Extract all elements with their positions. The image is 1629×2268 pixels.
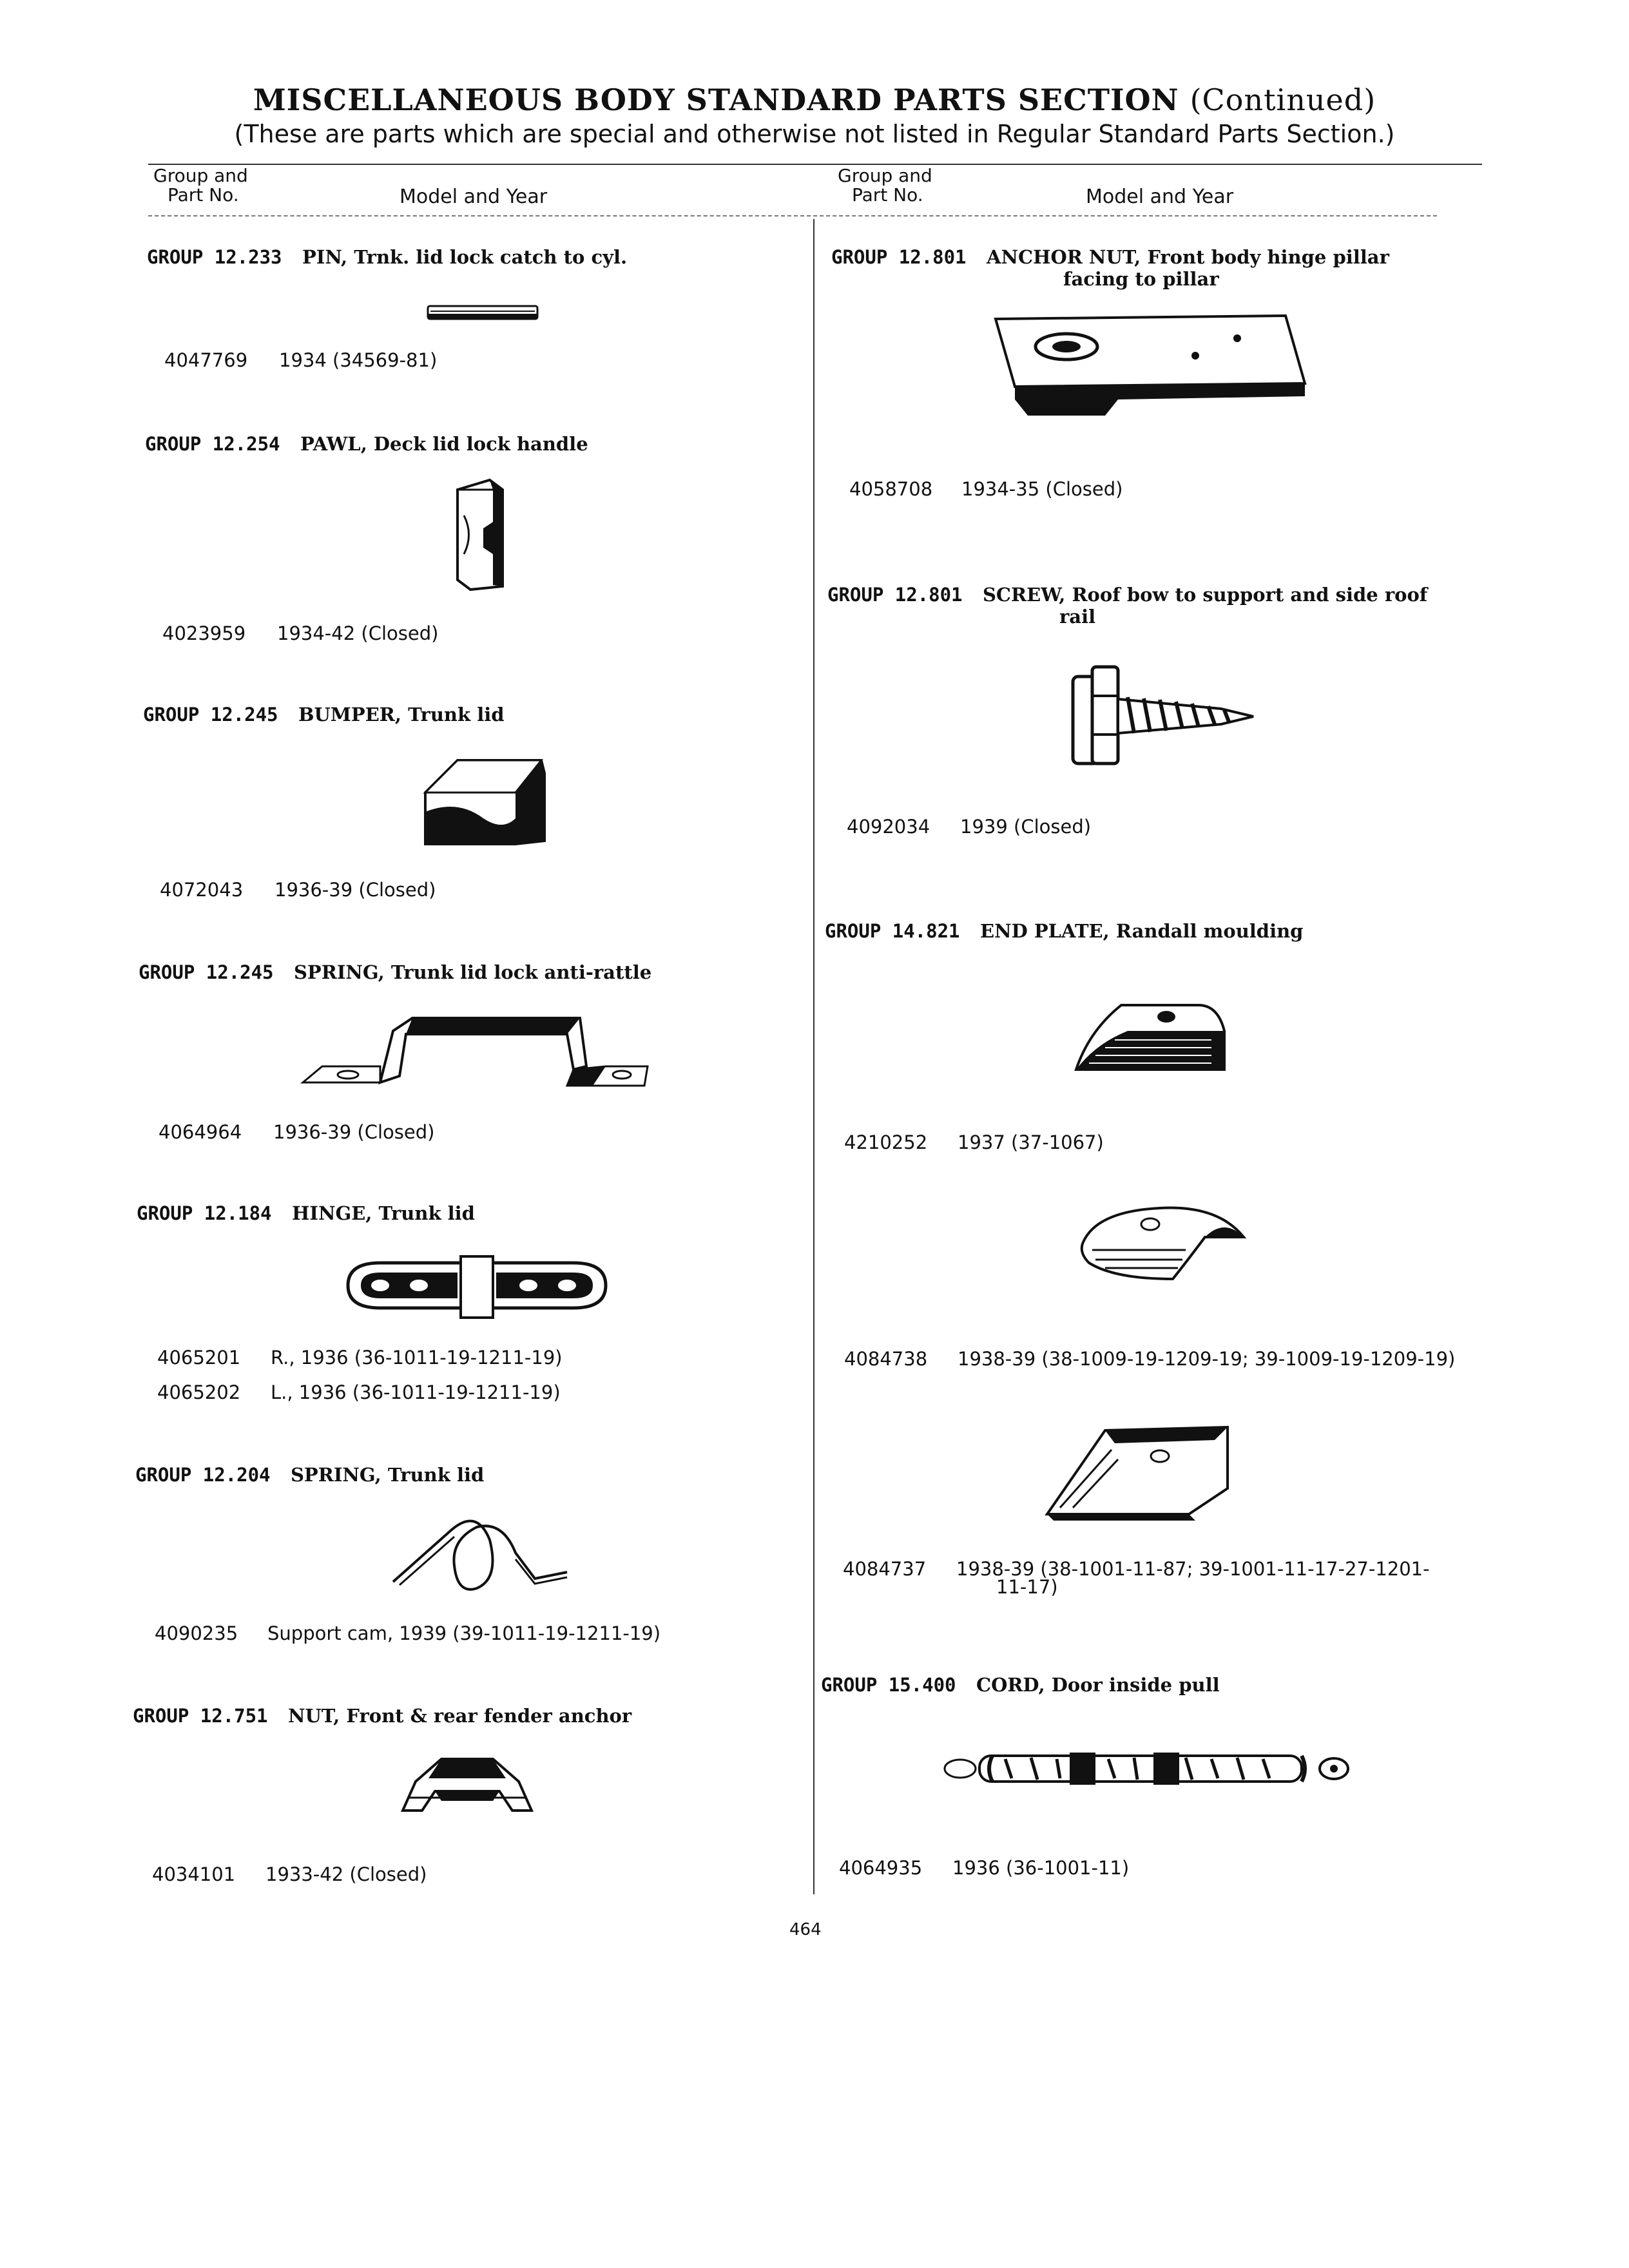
model-year: 1934-35 (Closed) (961, 478, 1123, 500)
section-heading: GROUP 12.245 SPRING, Trunk lid lock anti-rattle (139, 961, 652, 983)
model-year: 1933-42 (Closed) (265, 1863, 427, 1885)
part-number: 4072043 (160, 879, 244, 901)
model-year: 1934 (34569-81) (279, 349, 438, 371)
section-heading: GROUP 12.245 BUMPER, Trunk lid (143, 704, 505, 726)
part-number: 4210252 (844, 1131, 928, 1153)
pawl-icon (445, 477, 516, 593)
section-heading: GROUP 12.204 SPRING, Trunk lid (135, 1464, 485, 1486)
part-number: 4092034 (847, 816, 930, 838)
anti-rattle-spring-icon (296, 1005, 664, 1095)
section-heading: GROUP 12.801 ANCHOR NUT, Front body hinge pillar facing to pillar (831, 246, 1389, 290)
part-number: 4058708 (849, 478, 933, 500)
model-year: 1938-39 (38-1001-11-87; 39-1001-11-17-27-1201- (956, 1558, 1430, 1580)
section-heading: GROUP 12.233 PIN, Trnk. lid lock catch to cyl. (147, 246, 628, 268)
model-year: L., 1936 (36-1011-19-1211-19) (271, 1381, 561, 1403)
part-number: 4090235 (155, 1622, 238, 1644)
part-number: 4023959 (162, 622, 246, 644)
model-year-continued: 11-17) (996, 1576, 1058, 1598)
part-number: 4047769 (164, 349, 248, 371)
part-number: 4064935 (839, 1857, 923, 1879)
pin-icon (425, 300, 541, 325)
model-year: 1936 (36-1001-11) (952, 1857, 1130, 1879)
section-heading: GROUP 12.751 NUT, Front & rear fender anchor (133, 1705, 632, 1727)
section-heading: GROUP 15.400 CORD, Door inside pull (821, 1674, 1220, 1696)
model-year: 1934-42 (Closed) (277, 622, 439, 644)
model-year: 1936-39 (Closed) (275, 879, 436, 901)
model-year: 1936-39 (Closed) (273, 1121, 435, 1143)
left-col-group-header: Group and Part No. (153, 165, 248, 206)
section-heading: GROUP 12.801 SCREW, Roof bow to support and side roof rail (827, 584, 1428, 628)
page-number: 464 (789, 1920, 822, 1939)
end-plate-icon (1041, 1418, 1240, 1524)
anchor-plate-icon (989, 309, 1311, 422)
column-divider (813, 219, 815, 1894)
part-number: 4065201 (157, 1347, 241, 1369)
anchor-nut-icon (396, 1749, 538, 1820)
part-number: 4084738 (844, 1348, 928, 1370)
model-year: 1938-39 (38-1009-19-1209-19; 39-1009-19-1209-19) (958, 1348, 1456, 1370)
right-col-model-header: Model and Year (1086, 186, 1234, 208)
part-number: 4064964 (159, 1121, 242, 1143)
cord-icon (941, 1740, 1353, 1798)
model-year: Support cam, 1939 (39-1011-19-1211-19) (267, 1622, 661, 1644)
hinge-icon (342, 1250, 612, 1321)
model-year: 1939 (Closed) (960, 816, 1092, 838)
model-year: R., 1936 (36-1011-19-1211-19) (271, 1347, 563, 1369)
header-bottom-rule (148, 215, 1437, 216)
end-plate-icon (1076, 1198, 1257, 1282)
page-title: MISCELLANEOUS BODY STANDARD PARTS SECTION (Continued) (253, 82, 1376, 117)
end-plate-icon (1070, 992, 1237, 1076)
section-heading: GROUP 12.254 PAWL, Deck lid lock handle (145, 433, 588, 455)
left-col-model-header: Model and Year (400, 186, 548, 208)
right-col-group-header: Group and Part No. (838, 165, 932, 206)
bumper-icon (419, 754, 554, 850)
part-number: 4065202 (157, 1381, 241, 1403)
page-subtitle: (These are parts which are special and otherwise not listed in Regular Standard Parts Section.) (234, 120, 1395, 148)
section-heading: GROUP 12.184 HINGE, Trunk lid (137, 1202, 475, 1224)
part-number: 4084737 (843, 1558, 927, 1580)
torsion-spring-icon (387, 1508, 574, 1598)
part-number: 4034101 (152, 1863, 236, 1885)
header-top-rule (148, 164, 1482, 165)
model-year: 1937 (37-1067) (958, 1131, 1104, 1153)
screw-icon (1066, 657, 1260, 773)
section-heading: GROUP 14.821 END PLATE, Randall moulding (825, 920, 1304, 942)
